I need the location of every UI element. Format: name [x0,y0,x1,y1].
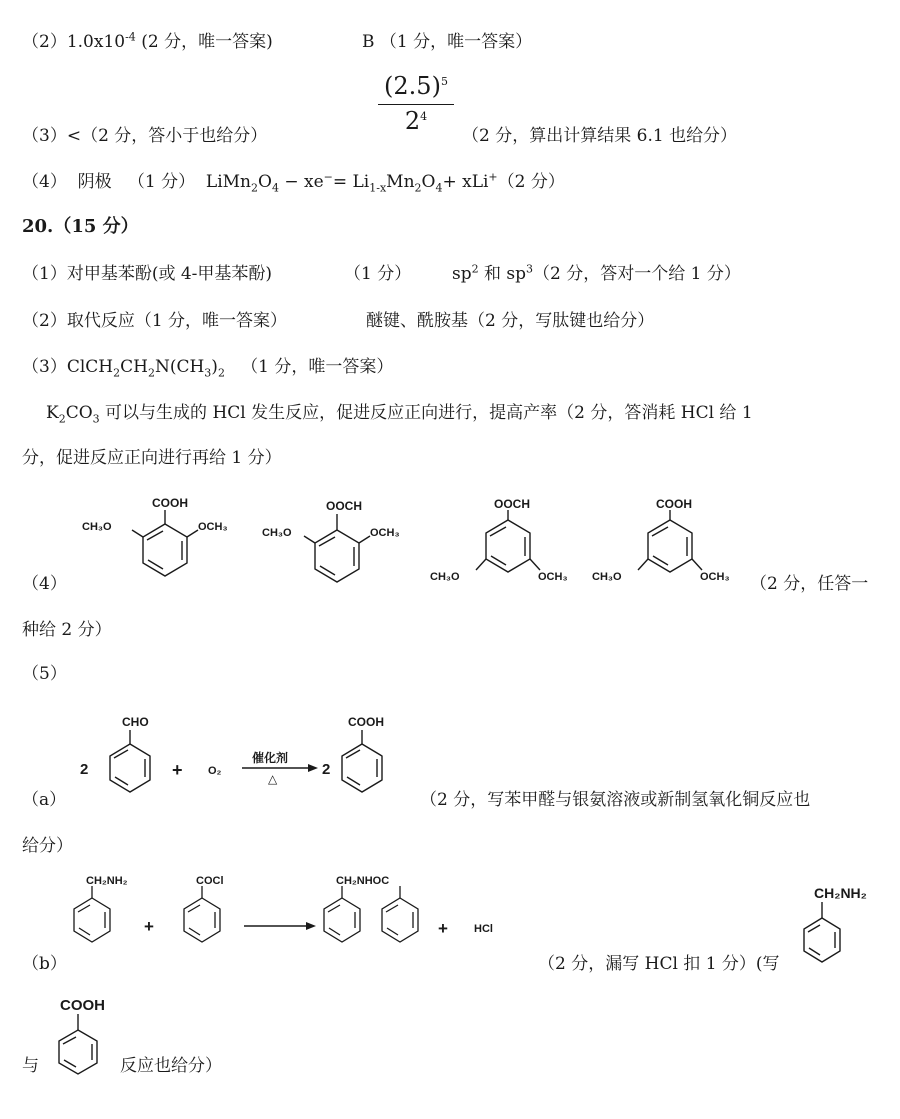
svg-text:HCl: HCl [474,923,493,935]
p3-note: （1 分，唯一答案） [241,357,394,377]
reaction-a [80,708,400,808]
q2-value: 1.0x10 [66,32,126,52]
svg-text:2: 2 [80,761,89,778]
q2-note2: （1 分，唯一答案） [379,32,533,52]
isomer-4 [590,498,750,588]
q3-answer: <（2 分，答小于也给分） [66,126,268,146]
svg-text:OCH₃: OCH₃ [538,571,568,583]
q3-fraction [378,72,454,135]
svg-text:CH₃O: CH₃O [262,527,292,539]
svg-text:CH₂NH₂: CH₂NH₂ [814,885,867,901]
svg-text:COOH: COOH [152,496,188,510]
isomer-1 [80,494,250,594]
q3-label: （3） [22,126,67,146]
svg-text:CH₃O: CH₃O [592,571,622,583]
q2-ans-line [362,32,532,52]
svg-text:COOH: COOH [348,715,384,729]
p3-formula: $ClCH_2CH_2N(CH_3)_2$ [66,357,225,380]
svg-text:CH₃O: CH₃O [430,571,460,583]
alt-benzylamine [782,882,892,972]
svg-text:2: 2 [322,761,331,778]
q4-equation: $LiMn_2O_4 - xe^-= Li_{1-x}Mn_2O_4+ xLi^+$ [205,170,498,195]
svg-text:催化剂: 催化剂 [252,751,289,765]
svg-text:CH₂NH₂: CH₂NH₂ [86,875,128,887]
ra-label: （a） [22,790,67,810]
rb-label: （b） [22,954,67,974]
svg-text:OOCH: OOCH [326,499,362,513]
ra-note: （2 分，写苯甲醛与银氨溶液或新制氢氧化铜反应也 [420,790,811,810]
svg-text:OOCH: OOCH [494,498,530,511]
p3-explain-1: $K_2CO_3$ 可以与生成的 HCl 发生反应，促进反应正向进行，提高产率（2 分，答消耗 HCl 给 1 [46,403,753,426]
p1-hybrid: $sp^2$ 和 $sp^3(2$ 分，答对一个给 1 分） [452,262,741,284]
p3-line [22,357,394,380]
svg-text:COOH: COOH [656,498,692,511]
p4-note: （2 分，任答一 [750,574,869,594]
svg-text:+: + [144,917,154,936]
isomer-3 [428,498,588,588]
q2-line [22,32,273,52]
section-20-title: 20.（15 分） [22,216,139,237]
reaction-b [60,872,520,972]
svg-text:OCH₃: OCH₃ [370,527,400,539]
p1-line [22,264,272,284]
svg-text:CH₃O: CH₃O [82,521,112,533]
q4-answer: 阴极 [77,172,112,192]
frac-den: 2 [404,107,421,135]
svg-text:+: + [172,760,183,780]
p1-label: （1） [22,264,67,284]
p2-answer2: 醚键、酰胺基（2 分，写肽键也给分） [366,311,655,331]
frac-den-exp: 4 [420,110,428,123]
isomer-2 [262,494,432,594]
q2-note: (2 分，唯一答案) [141,32,273,52]
q4-note1: （1 分） [127,172,196,192]
ra-note-cont: 给分） [22,836,73,856]
frac-num-exp: 5 [440,75,448,88]
svg-text:O₂: O₂ [208,765,222,777]
p1-answer: 对甲基苯酚(或 4-甲基苯酚) [66,264,273,284]
rb-tail: 反应也给分） [120,1056,222,1076]
p4-label: （4） [22,574,67,594]
p1-note1: （1 分） [344,264,412,284]
p3-explain-2: 分，促进反应正向进行再给 1 分） [22,448,282,468]
p2-line [22,311,287,331]
svg-text:△: △ [268,772,278,786]
svg-text:OCH₃: OCH₃ [700,571,730,583]
p1-note2: （2 分，答对一个给 1 分） [533,264,741,284]
q2-label: （2） [22,32,67,52]
svg-text:+: + [438,919,448,938]
frac-num: (2.5) [384,72,441,100]
p2-answer: 取代反应（1 分，唯一答案） [66,311,288,331]
svg-text:CH₂NHOC: CH₂NHOC [336,875,390,887]
p5-label: （5） [22,664,67,684]
svg-text:CHO: CHO [122,715,149,729]
q2-answer: B [362,32,375,52]
q4-line [22,170,565,195]
q3-line [22,126,267,146]
svg-text:COOH: COOH [60,997,105,1014]
frac-bar [378,104,454,105]
rb-yu: 与 [22,1056,39,1076]
q2-exp: -4 [125,30,136,44]
p2-label: （2） [22,311,67,331]
svg-text:COCl: COCl [196,875,224,887]
q3-note: （2 分，算出计算结果 6.1 也给分） [462,126,738,146]
q4-label: （4） [22,172,67,192]
p4-note-cont: 种给 2 分） [22,620,112,640]
svg-text:OCH₃: OCH₃ [198,521,228,533]
q4-note2: （2 分） [497,172,565,192]
p3-label: （3） [22,357,67,377]
rb-note: （2 分，漏写 HCl 扣 1 分）(写 [538,954,780,974]
